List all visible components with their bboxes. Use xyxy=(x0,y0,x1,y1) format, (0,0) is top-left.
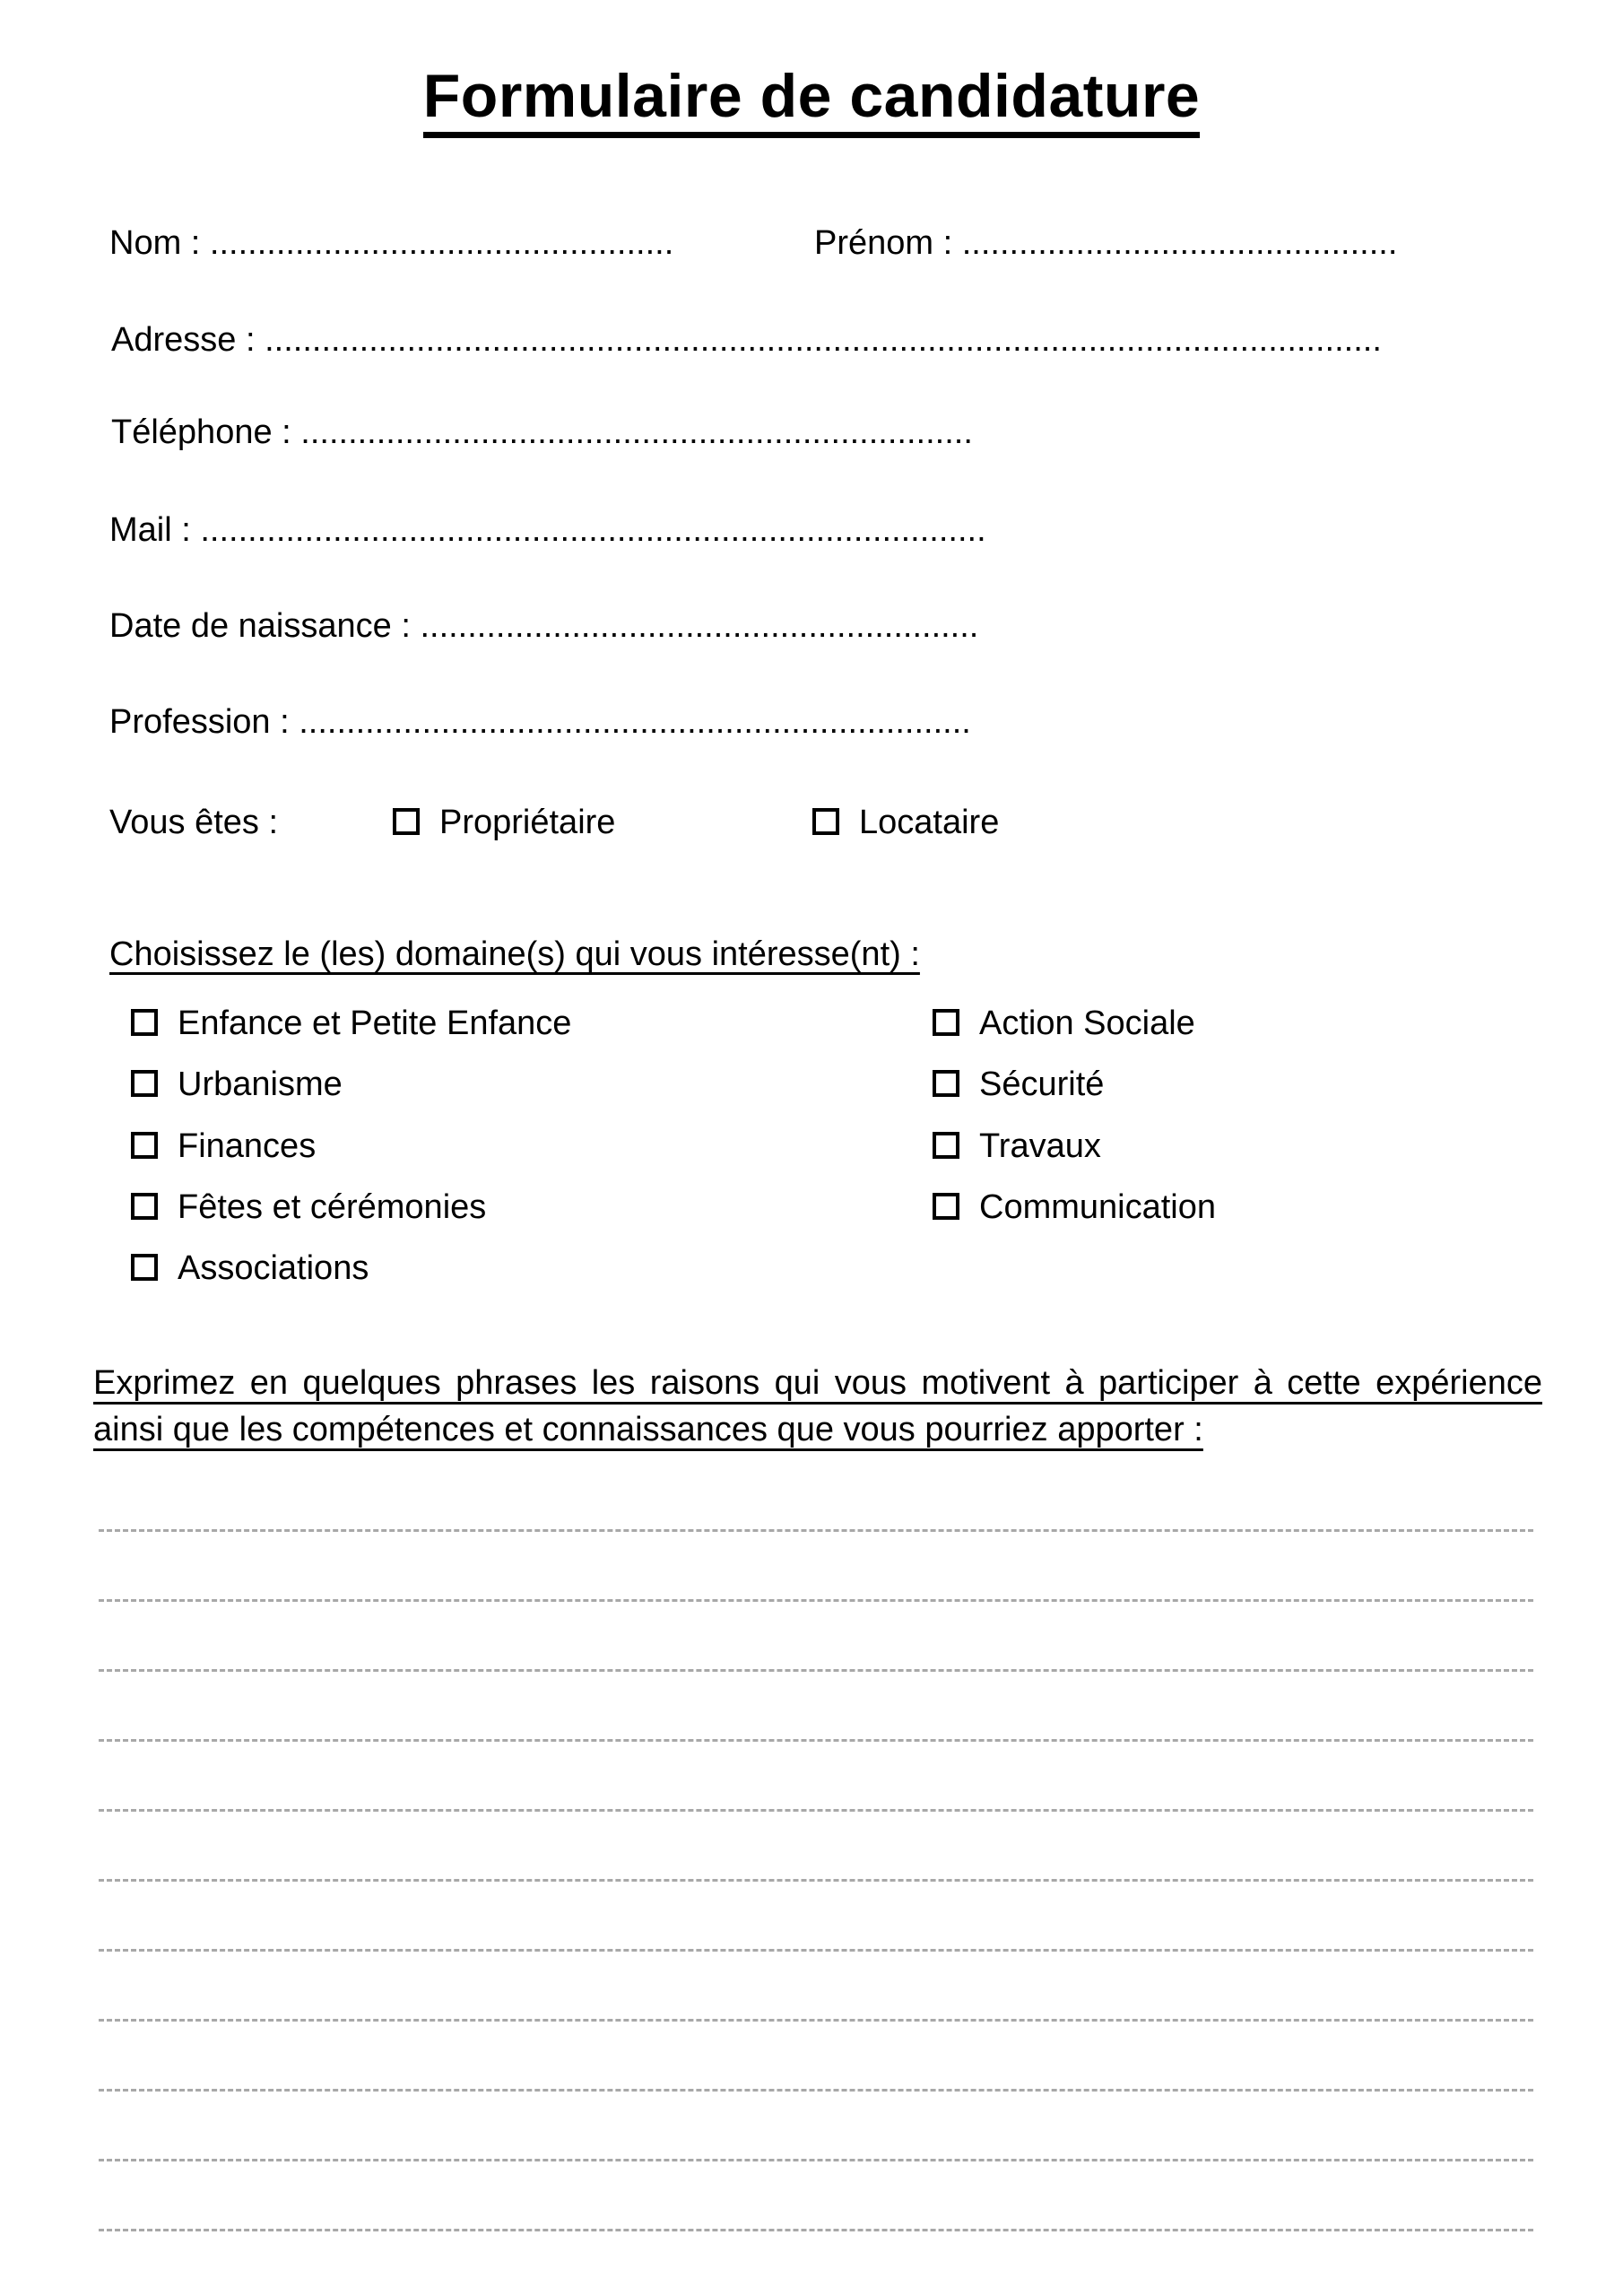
checkbox-domain-enfance[interactable] xyxy=(131,1006,571,1040)
field-profession[interactable] xyxy=(109,705,971,739)
writing-line[interactable] xyxy=(99,1599,1533,1602)
motivation-prompt-text: Exprimez en quelques phrases les raisons qui vous motivent à participer à cette expérience ainsi que les compétences et connaissances que vous pourriez apporter : xyxy=(93,1364,1542,1448)
writing-line[interactable] xyxy=(99,1739,1533,1742)
field-mail[interactable] xyxy=(109,513,986,547)
domain-label: Finances xyxy=(178,1127,317,1165)
status-label: Vous êtes : xyxy=(109,804,279,841)
domain-label: Communication xyxy=(979,1188,1216,1226)
checkbox-icon[interactable] xyxy=(933,1009,959,1036)
writing-line[interactable] xyxy=(99,1879,1533,1882)
domain-label: Fêtes et cérémonies xyxy=(178,1188,487,1226)
checkbox-domain-fetes[interactable] xyxy=(131,1190,486,1224)
fill-line[interactable]: ....................................................................... xyxy=(300,413,973,451)
checkbox-domain-travaux[interactable] xyxy=(933,1129,1101,1163)
fill-line[interactable]: ................................................................................... xyxy=(200,511,986,549)
writing-line[interactable] xyxy=(99,2019,1533,2022)
checkbox-domain-securite[interactable] xyxy=(933,1067,1104,1101)
field-label: Prénom : xyxy=(814,224,953,262)
page-title: Formulaire de candidature xyxy=(423,65,1200,138)
checkbox-proprietaire[interactable] xyxy=(393,805,615,839)
domain-label: Action Sociale xyxy=(979,1004,1195,1042)
checkbox-domain-action-sociale[interactable] xyxy=(933,1006,1195,1040)
fill-line[interactable]: ................................................. xyxy=(209,224,674,262)
field-telephone[interactable] xyxy=(111,415,973,449)
domain-label: Enfance et Petite Enfance xyxy=(178,1004,572,1042)
domain-label: Sécurité xyxy=(979,1065,1105,1103)
field-label: Profession : xyxy=(109,703,290,741)
field-label: Mail : xyxy=(109,511,191,549)
field-adresse[interactable] xyxy=(111,323,1382,357)
checkbox-icon[interactable] xyxy=(393,808,420,835)
field-prenom[interactable] xyxy=(814,226,1397,260)
field-label: Date de naissance : xyxy=(109,607,411,645)
writing-line[interactable] xyxy=(99,1949,1533,1952)
field-nom[interactable] xyxy=(109,226,673,260)
checkbox-icon[interactable] xyxy=(131,1193,158,1220)
writing-line[interactable] xyxy=(99,2089,1533,2092)
checkbox-domain-urbanisme[interactable] xyxy=(131,1067,343,1101)
writing-line[interactable] xyxy=(99,1529,1533,1532)
form-title-container xyxy=(0,62,1623,138)
checkbox-icon[interactable] xyxy=(131,1132,158,1159)
checkbox-icon[interactable] xyxy=(933,1193,959,1220)
field-date-naissance[interactable] xyxy=(109,609,978,643)
field-label: Adresse : xyxy=(111,321,256,359)
domain-label: Associations xyxy=(178,1249,369,1287)
checkbox-icon[interactable] xyxy=(131,1009,158,1036)
fill-line[interactable]: ........................................................... xyxy=(420,607,979,645)
motivation-prompt xyxy=(93,1360,1542,1453)
checkbox-icon[interactable] xyxy=(812,808,839,835)
writing-line[interactable] xyxy=(99,2159,1533,2161)
field-label: Téléphone : xyxy=(111,413,291,451)
checkbox-icon[interactable] xyxy=(933,1132,959,1159)
fill-line[interactable]: .............................................. xyxy=(961,224,1398,262)
option-label: Propriétaire xyxy=(439,804,616,841)
option-label: Locataire xyxy=(859,804,1000,841)
writing-line[interactable] xyxy=(99,2229,1533,2231)
checkbox-domain-finances[interactable] xyxy=(131,1129,316,1163)
domain-label: Travaux xyxy=(979,1127,1101,1165)
writing-line[interactable] xyxy=(99,1809,1533,1812)
fill-line[interactable]: ...................................................................................................................... xyxy=(265,321,1382,359)
writing-line[interactable] xyxy=(99,1669,1533,1672)
domain-label: Urbanisme xyxy=(178,1065,343,1103)
fill-line[interactable]: ....................................................................... xyxy=(299,703,971,741)
checkbox-icon[interactable] xyxy=(933,1070,959,1097)
checkbox-icon[interactable] xyxy=(131,1070,158,1097)
field-label: Nom : xyxy=(109,224,201,262)
checkbox-domain-associations[interactable] xyxy=(131,1251,369,1285)
checkbox-icon[interactable] xyxy=(131,1254,158,1281)
domains-heading: Choisissez le (les) domaine(s) qui vous intéresse(nt) : xyxy=(109,935,920,973)
checkbox-domain-communication[interactable] xyxy=(933,1190,1216,1224)
checkbox-locataire[interactable] xyxy=(812,805,999,839)
